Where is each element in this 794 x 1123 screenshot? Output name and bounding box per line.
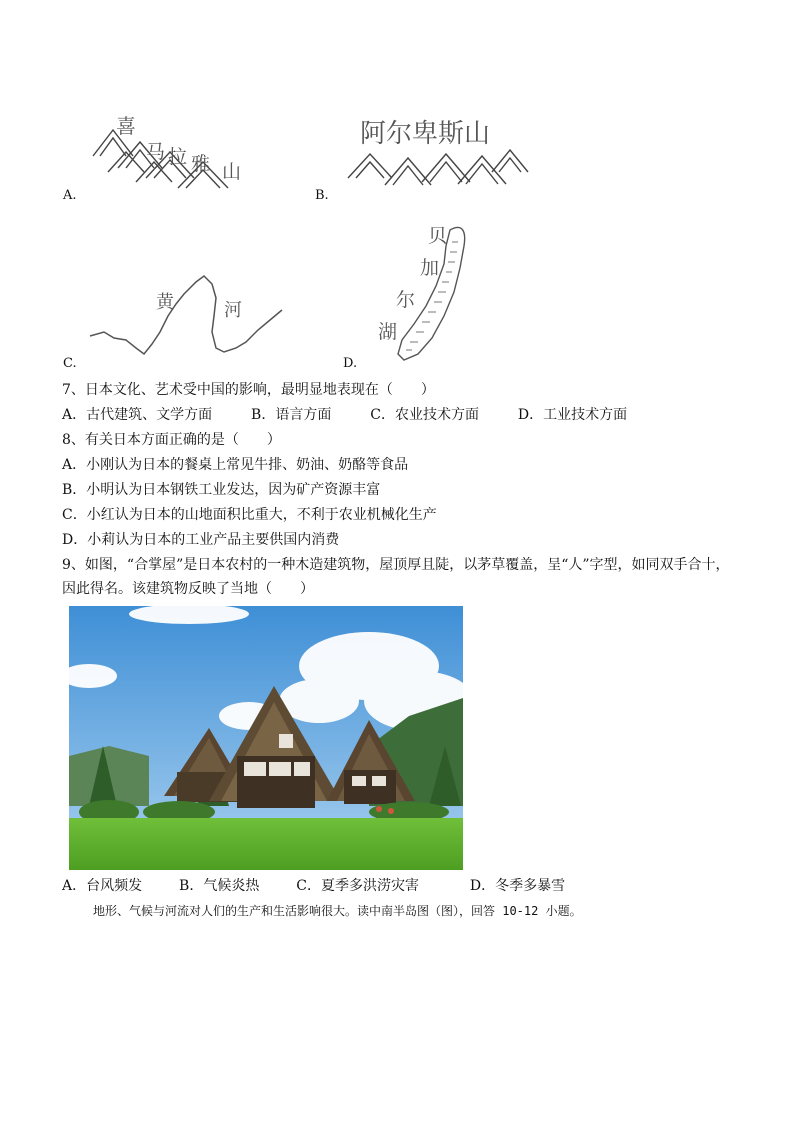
q8-option-d: D．小莉认为日本的工业产品主要供国内消费 (62, 532, 340, 548)
map-a-char-3: 拉 (168, 146, 188, 168)
baikal-map (372, 212, 482, 364)
q9-option-b: B．气候炎热 (179, 878, 260, 894)
map-c-char-1: 黄 (156, 292, 174, 313)
yellow-river-map (86, 268, 286, 363)
map-d-char-2: 加 (420, 257, 440, 279)
q9-stem-line2: 因此得名。该建筑物反映了当地（ ） (62, 581, 314, 597)
map-b-label: 阿尔卑斯山 (360, 119, 491, 149)
map-d-char-1: 贝 (428, 225, 448, 247)
q9-options-row (62, 876, 565, 896)
map-a-char-5: 山 (222, 161, 242, 183)
map-a-letter: A. (63, 188, 77, 203)
q7-option-d: D．工业技术方面 (517, 407, 628, 423)
map-a-char-4: 雅 (191, 153, 211, 175)
alps-map (340, 110, 535, 190)
q8-option-c: C．小红认为日本的山地面积比重大，不利于农业机械化生产 (62, 507, 437, 523)
q8-option-b: B．小明认为日本钢铁工业发达，因为矿产资源丰富 (62, 482, 381, 498)
map-c-char-2: 河 (224, 300, 242, 321)
q7-option-a: A．古代建筑、文学方面 (62, 407, 213, 423)
himalaya-map (88, 108, 258, 193)
map-d-char-4: 湖 (378, 321, 398, 343)
map-a-char-1: 喜 (116, 114, 136, 138)
q7-options-row (62, 405, 627, 425)
map-c-letter: C. (63, 356, 77, 371)
q8-stem: 8、有关日本方面正确的是（ ） (62, 432, 281, 448)
gassho-house-photo (69, 606, 463, 870)
map-d-char-3: 尔 (396, 289, 416, 311)
q7-option-b: B．语言方面 (251, 407, 332, 423)
q7-option-c: C．农业技术方面 (370, 407, 479, 423)
q8-option-a: A．小刚认为日本的餐桌上常见牛排、奶油、奶酪等食品 (62, 457, 409, 473)
q7-stem: 7、日本文化、艺术受中国的影响，最明显地表现在（ ） (62, 382, 435, 398)
q9-option-c: C．夏季多洪涝灾害 (296, 878, 419, 894)
q9-option-a: A．台风频发 (62, 878, 143, 894)
map-d-letter: D. (343, 356, 358, 371)
map-a-char-2: 马 (146, 141, 166, 163)
q9-option-d: D．冬季多暴雪 (469, 878, 566, 894)
map-b-letter: B. (315, 188, 329, 203)
q10-12-intro: 地形、气候与河流对人们的生产和生活影响很大。读中南半岛图（图），回答 10-12 小题。 (93, 904, 582, 918)
q9-stem-line1: 9、如图，“合掌屋”是日本农村的一种木造建筑物，屋顶厚且陡，以茅草覆盖，呈“人”字型，如同双手合十， (62, 557, 730, 573)
